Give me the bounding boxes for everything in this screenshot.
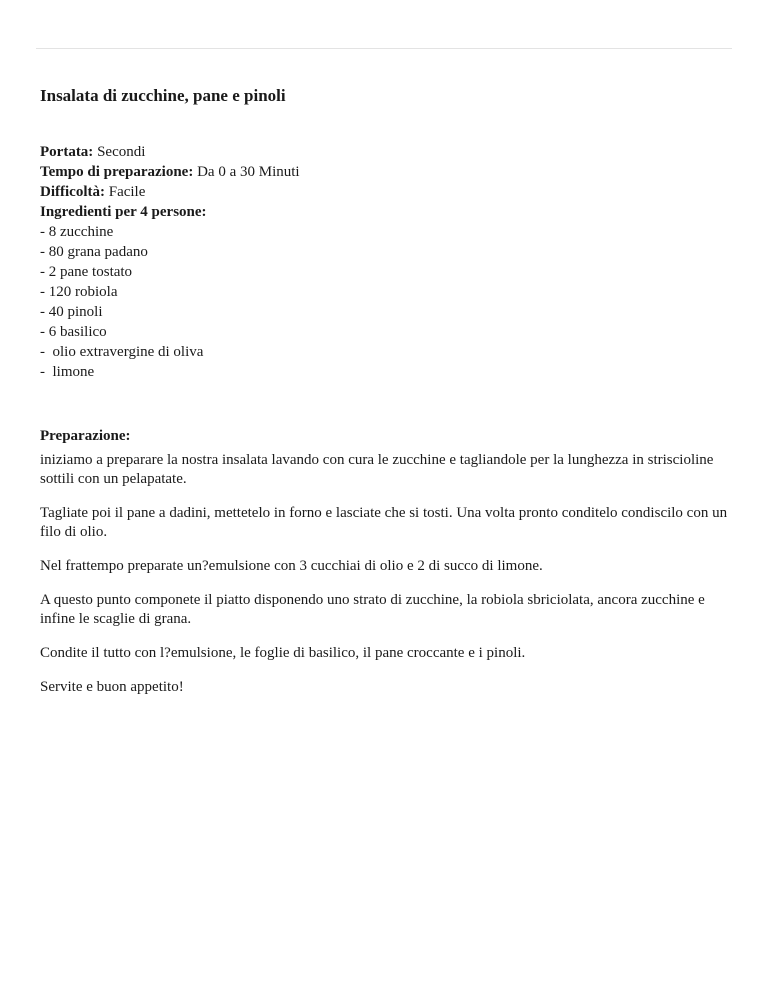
course-label: Portata: xyxy=(40,144,94,160)
list-item: - limone xyxy=(40,364,95,380)
ingredients-list xyxy=(40,222,730,382)
list-item: - 40 pinoli xyxy=(40,304,103,320)
list-item: - 120 robiola xyxy=(40,284,118,300)
list-item: - 2 pane tostato xyxy=(40,264,133,280)
ingredients-label: Ingredienti per 4 persone: xyxy=(40,204,207,220)
list-item: - olio extravergine di oliva xyxy=(40,344,204,360)
preparation-step: Tagliate poi il pane a dadini, mettetelo in forno e lasciate che si tosti. Una volta pronto conditelo condiscilo con un filo di olio. xyxy=(40,505,728,540)
course-value: Secondi xyxy=(97,144,146,160)
difficulty-value: Facile xyxy=(108,184,146,200)
preparation-step: Nel frattempo preparate un?emulsione con 3 cucchiai di olio e 2 di succo di limone. xyxy=(40,558,543,574)
list-item: - 80 grana padano xyxy=(40,244,148,260)
preparation-step: Servite e buon appetito! xyxy=(40,679,184,695)
course-row xyxy=(40,142,730,162)
difficulty-row xyxy=(40,182,730,202)
recipe-content xyxy=(40,84,730,712)
recipe-meta xyxy=(40,142,730,382)
preparation-step: Condite il tutto con l?emulsione, le foglie di basilico, il pane croccante e i pinoli. xyxy=(40,645,526,661)
list-item: - 8 zucchine xyxy=(40,224,114,240)
prep-time-label: Tempo di preparazione: xyxy=(40,164,194,180)
difficulty-label: Difficoltà: xyxy=(40,184,105,200)
preparation-step: A questo punto componete il piatto disponendo uno strato di zucchine, la robiola sbriciolata, ancora zucchine e infine le scaglie di grana. xyxy=(40,592,705,627)
preparation-heading: Preparazione: xyxy=(40,428,131,444)
list-item: - 6 basilico xyxy=(40,324,107,340)
recipe-title: Insalata di zucchine, pane e pinoli xyxy=(40,86,286,105)
preparation-step: iniziamo a preparare la nostra insalata lavando con cura le zucchine e tagliandole per la lunghezza in striscioline sottili con un pelapatate. xyxy=(40,452,714,487)
prep-time-value: Da 0 a 30 Minuti xyxy=(197,164,300,180)
prep-time-row xyxy=(40,162,730,182)
top-divider xyxy=(36,48,732,49)
